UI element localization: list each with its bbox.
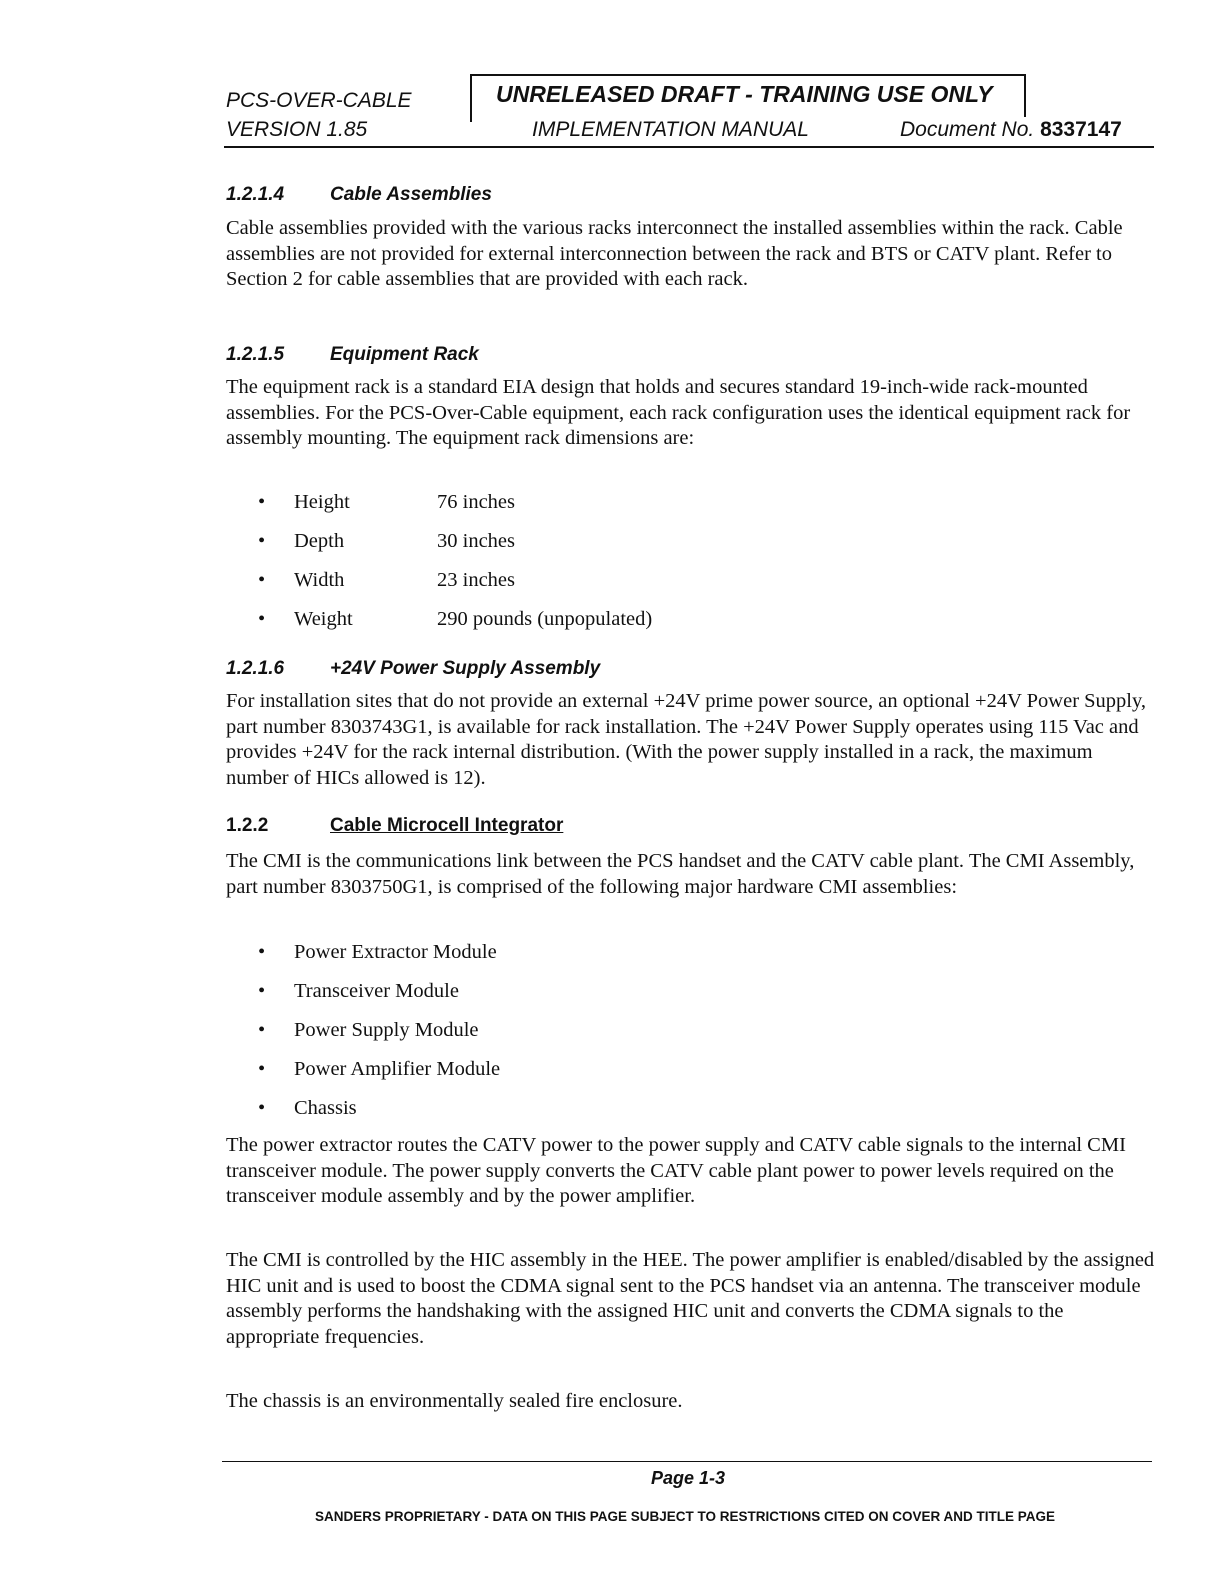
cmi-paragraph-3: The chassis is an environmentally sealed fire enclosure.: [226, 1390, 683, 1412]
section-number: 1.2.1.5: [226, 344, 285, 365]
section-heading-power-supply: [226, 658, 600, 680]
equipment-rack-text: The equipment rack is a standard EIA design that holds and secures standard 19-inch-wide rack-mounted assemblies. For the PCS-Over-Cable equipment, each rack configuration uses the identical equipment rack for assembly mounting. The equipment rack dimensions are:: [226, 376, 1131, 450]
document-number: [900, 118, 1122, 142]
section-number: 1.2.2: [226, 815, 269, 836]
section-title: Equipment Rack: [330, 344, 479, 365]
section-title: Cable Microcell Integrator: [330, 815, 564, 836]
section-heading-cable-assemblies: [226, 184, 492, 206]
manual-title: IMPLEMENTATION MANUAL: [532, 118, 809, 141]
power-supply-text: For installation sites that do not provide an external +24V prime power source, an optional +24V Power Supply, part number 8303743G1, is available for rack installation. The +24V Power Supply operates using 115 Vac and provides +24V for the rack internal distribution. (With the power supply installed in a rack, the maximum number of HICs allowed is 12).: [226, 690, 1147, 790]
header-rule: [224, 146, 1154, 148]
document-number-value: 8337147: [1040, 118, 1122, 141]
section-title: +24V Power Supply Assembly: [330, 658, 601, 679]
section-number: 1.2.1.6: [226, 658, 285, 679]
section-heading-equipment-rack: [226, 344, 479, 366]
page-number: Page 1-3: [650, 1468, 726, 1488]
section-title: Cable Assemblies: [330, 184, 492, 205]
proprietary-notice: SANDERS PROPRIETARY - DATA ON THIS PAGE SUBJECT TO RESTRICTIONS CITED ON COVER AND TITLE PAGE: [314, 1509, 1056, 1524]
cmi-intro-text: The CMI is the communications link between the PCS handset and the CATV cable plant. The CMI Assembly, part number 8303750G1, is comprised of the following major hardware CMI assemblies:: [226, 850, 1135, 898]
section-heading-cmi: [226, 815, 563, 837]
cmi-paragraph-2: The CMI is controlled by the HIC assembly in the HEE. The power amplifier is enabled/disabled by the assigned HIC unit and is used to boost the CDMA signal sent to the PCS handset via an antenna. The transceiver module assembly performs the handshaking with the assigned HIC unit and converts the CDMA signals to the appropriate frequencies.: [226, 1249, 1155, 1349]
cmi-paragraph-1: The power extractor routes the CATV power to the power supply and CATV cable signals to the internal CMI transceiver module. The power supply converts the CATV cable plant power to power levels required on the transceiver module assembly and by the power amplifier.: [226, 1134, 1126, 1208]
product-version: VERSION 1.85: [226, 118, 368, 141]
draft-banner: UNRELEASED DRAFT - TRAINING USE ONLY: [496, 81, 993, 107]
cable-assemblies-text: Cable assemblies provided with the various racks interconnect the installed assemblies within the rack. Cable assemblies are not provided for external interconnection between the rack and BTS or CATV plant. Refer to Section 2 for cable assemblies that are provided with each rack.: [226, 217, 1123, 291]
draft-banner-divider: [470, 74, 472, 122]
section-number: 1.2.1.4: [226, 184, 285, 205]
document-page: PCS-OVER-CABLE VERSION 1.85 UNRELEASED DRAFT - TRAINING USE ONLY IMPLEMENTATION MANUAL Document No. 8337147 1.2.1.4 Cable Assemblies Cable assemblies provided with the various racks interconnect the installed assemblies within the rack. Cable assemblies are not provided for external interconnection between the rack and BTS or CATV plant. Refer to Section 2 for cable assemblies that are provided with each rack. 1.2.1.5 Equipment Rack The equipment rack is a standard EIA design that holds and secures standard 19-inch-wide rack-mounted assemblies. For the PCS-Over-Cable equipment, each rack configuration uses the identical equipment rack for assembly mounting. The equipment rack dimensions are: • Height 76 inches • Depth 30 inches • Width 23 inches • Weight 290 pounds (unpopulated) 1.2.1.6 +24V Power Supply Assembly For installation sites that do not provide an external +24V prime power source, an optional +24V Power Supply, part number 8303743G1, is available for rack installation. The +24V Power Supply operates using 115 Vac and provides +24V for the rack internal distribution. (With the power supply installed in a rack, the maximum number of HICs allowed is 12). 1.2.2 Cable Microcell Integrator The CMI is the communications link between the PCS handset and the CATV cable plant. The CMI Assembly, part number 8303750G1, is comprised of the following major hardware CMI assemblies: • Power Extractor Module • Transceiver Module • Power Supply Module • Power Amplifier Module • Chassis The power extractor routes the CATV power to the power supply and CATV cable signals to the internal CMI transceiver module. The power supply converts the CATV cable plant power to power levels required on the transceiver module assembly and by the power amplifier. The CMI is controlled by the HIC assembly in the HEE. The power amplifier is enabled/disabled by the assigned HIC unit and is used to boost the CDMA signal sent to the PCS handset via an antenna. The transceiver module assembly performs the handshaking with the assigned HIC unit and converts the CDMA signals to the appropriate frequencies. The chassis is an environmentally sealed fire enclosure. Page 1-3 SANDERS PROPRIETARY - DATA ON THIS PAGE SUBJECT TO RESTRICTIONS CITED ON COVER AND TITLE PAGE: [0, 0, 1221, 1584]
footer-rule: [222, 1461, 1152, 1462]
document-number-label: Document No.: [900, 118, 1035, 141]
product-name: PCS-OVER-CABLE: [226, 89, 412, 112]
